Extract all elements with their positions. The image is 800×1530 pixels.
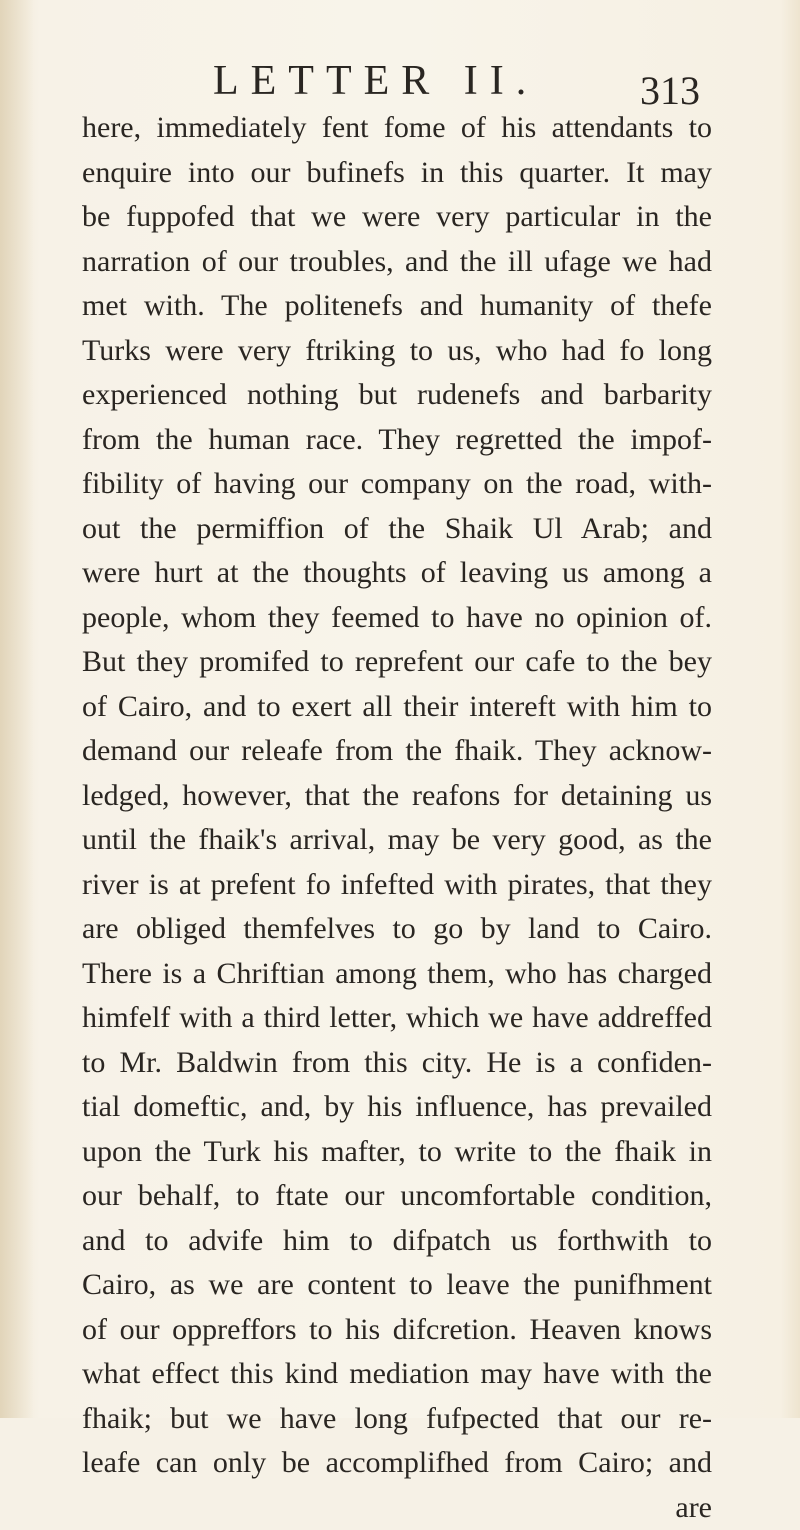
text-line: were hurt at the thoughts of leaving us among a (82, 551, 712, 596)
page-number: 313 (640, 66, 700, 116)
text-line: Turks were very ftriking to us, who had fo long (82, 329, 712, 374)
text-line: until the fhaik's arrival, may be very good, as the (82, 818, 712, 863)
text-line: people, whom they feemed to have no opinion of. (82, 596, 712, 641)
text-line: There is a Chriftian among them, who has charged (82, 952, 712, 997)
text-line: from the human race. They regretted the impof- (82, 418, 712, 463)
text-line: out the permiffion of the Shaik Ul Arab; and (82, 507, 712, 552)
text-line: enquire into our bufinefs in this quarter. It may (82, 151, 712, 196)
text-line: be fuppofed that we were very particular in the (82, 195, 712, 240)
catchword: are (82, 1486, 712, 1530)
text-line: met with. The politenefs and humanity of thefe (82, 284, 712, 329)
page-edge-stain (0, 0, 34, 1418)
text-line: ledged, however, that the reafons for detaining us (82, 774, 712, 819)
text-line: tial domeftic, and, by his influence, has prevailed (82, 1085, 712, 1130)
text-line: to Mr. Baldwin from this city. He is a confiden- (82, 1041, 712, 1086)
text-line: demand our releafe from the fhaik. They acknow- (82, 729, 712, 774)
text-line: fibility of having our company on the road, with- (82, 462, 712, 507)
text-line: river is at prefent fo infefted with pirates, that they (82, 863, 712, 908)
text-line: But they promifed to reprefent our cafe to the bey (82, 640, 712, 685)
running-head: LETTER II. (213, 56, 538, 106)
text-line: upon the Turk his mafter, to write to the fhaik in (82, 1130, 712, 1175)
text-line: experienced nothing but rudenefs and barbarity (82, 373, 712, 418)
text-line: of our oppreffors to his difcretion. Heaven knows (82, 1308, 712, 1353)
page-header (0, 56, 800, 106)
text-line: what effect this kind mediation may have with the (82, 1352, 712, 1397)
text-line: leafe can only be accomplifhed from Cairo; and (82, 1441, 712, 1486)
text-line: and to advife him to difpatch us forthwith to (82, 1219, 712, 1264)
text-line: our behalf, to ftate our uncomfortable condition, (82, 1174, 712, 1219)
text-line: narration of our troubles, and the ill ufage we had (82, 240, 712, 285)
body-text (82, 106, 712, 1530)
text-line: of Cairo, and to exert all their intereft with him to (82, 685, 712, 730)
text-line: fhaik; but we have long fufpected that our re- (82, 1397, 712, 1442)
text-line: himfelf with a third letter, which we have addreffed (82, 996, 712, 1041)
text-line: here, immediately fent fome of his attendants to (82, 106, 712, 151)
text-line: Cairo, as we are content to leave the punifhment (82, 1263, 712, 1308)
text-line: are obliged themfelves to go by land to Cairo. (82, 907, 712, 952)
